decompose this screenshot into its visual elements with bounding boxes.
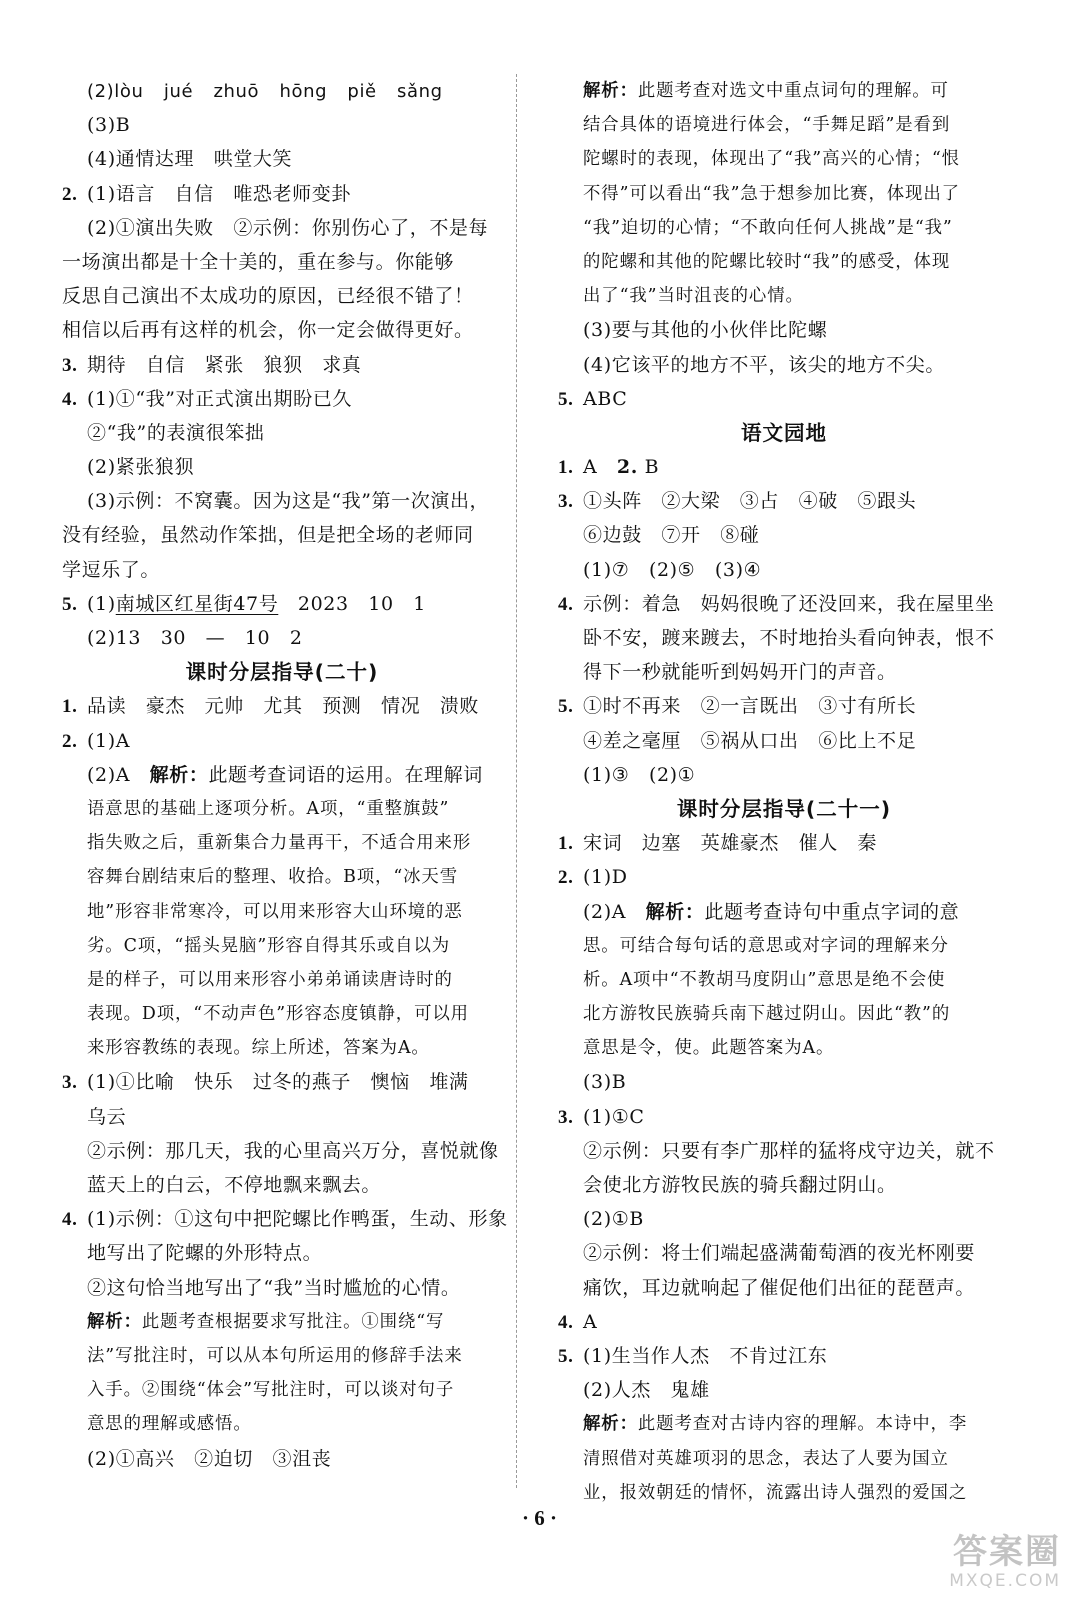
answer-text: 表现。D项，“不动声色”形容态度镇静，可以用 — [87, 1004, 469, 1025]
question-number: 1. — [558, 457, 574, 479]
answer-line — [62, 826, 502, 860]
answer-text: (1)①C — [583, 1105, 645, 1128]
answer-line — [558, 1407, 1010, 1441]
answer-text: (2)人杰 鬼雄 — [583, 1379, 710, 1402]
answer-line — [62, 997, 502, 1031]
answer-text: 学逗乐了。 — [62, 558, 161, 581]
answer-line — [558, 621, 1010, 655]
question-line — [62, 382, 502, 416]
answer-line — [62, 518, 502, 552]
answer-line — [62, 1339, 502, 1373]
answer-line — [558, 1373, 1010, 1407]
answer-text: 结合具体的语境进行体会，“手舞足蹈”是看到 — [583, 115, 951, 136]
answer-text: ①头阵 ②大梁 ③占 ④破 ⑤跟头 — [583, 490, 917, 513]
answer-text: 析。A项中“不教胡马度阴山”意思是绝不会使 — [583, 969, 946, 990]
question-line — [558, 382, 1010, 416]
answer-text: (2)13 30 — 10 2 — [87, 627, 303, 649]
answer-line — [62, 313, 502, 347]
answer-line — [558, 74, 1010, 108]
answer-text: ②示例：只要有李广那样的猛将戍守边关，就不 — [583, 1139, 995, 1162]
answer-line — [62, 792, 502, 826]
answer-text: 地写出了陀螺的外形特点。 — [87, 1242, 323, 1265]
answer-text: 反思自己演出不太成功的原因，已经很不错了！ — [62, 285, 474, 308]
page-number: · 6 · — [521, 1506, 557, 1530]
answer-line — [558, 1031, 1010, 1065]
answer-text: ②示例：那几天，我的心里高兴万分，喜悦就像 — [87, 1139, 499, 1162]
answer-line — [62, 621, 502, 655]
answer-line — [62, 108, 502, 142]
answer-text: (1)A — [87, 729, 131, 752]
question-line — [62, 724, 502, 758]
answer-text: 期待 自信 紧张 狼狈 求真 — [87, 353, 362, 376]
question-line — [558, 484, 1010, 518]
answer-line — [558, 553, 1010, 587]
answer-line — [62, 416, 502, 450]
answer-line — [62, 929, 502, 963]
answer-text: (3)B — [583, 1071, 627, 1094]
question-number: 2. — [62, 183, 78, 205]
answer-text: 劣。C项，“摇头晃脑”形容自得其乐或自以为 — [87, 935, 451, 956]
answer-text: 的陀螺和其他的陀螺比较时“我”的感受，体现 — [583, 251, 951, 272]
answer-line — [558, 279, 1010, 313]
question-number: 4. — [62, 388, 78, 410]
answer-text: (4)通情达理 哄堂大笑 — [87, 148, 293, 171]
answer-line — [558, 313, 1010, 347]
answer-text: 解析：此题考查根据要求写批注。①围绕“写 — [87, 1311, 445, 1332]
analysis-label: 解析： — [149, 763, 209, 786]
answer-line — [558, 1476, 1010, 1510]
answer-text: 意思是令，使。此题答案为A。 — [583, 1038, 835, 1059]
answer-text: (1)①比喻 快乐 过冬的燕子 懊恼 堆满 — [87, 1071, 469, 1094]
question-number: 2. — [558, 867, 574, 889]
answer-text: “我”迫切的心情；“不敢向任何人挑战”是“我” — [583, 217, 953, 238]
answer-line — [558, 1065, 1010, 1099]
answer-text: (1)生当作人杰 不肯过江东 — [583, 1344, 828, 1367]
question-line — [558, 1339, 1010, 1373]
answer-line — [62, 758, 502, 792]
answer-text: 来形容教练的表现。综上所述，答案为A。 — [87, 1038, 430, 1059]
question-number: 4. — [62, 1209, 78, 1231]
column-divider — [516, 74, 517, 1488]
answer-text: ④差之毫厘 ⑤祸从口出 ⑥比上不足 — [583, 729, 917, 752]
address-underline: 南城区红星街47号 — [115, 592, 279, 615]
answer-line — [558, 108, 1010, 142]
answer-text: (2)紧张狼狈 — [87, 456, 195, 479]
answer-line — [62, 1305, 502, 1339]
question-line — [558, 1100, 1010, 1134]
answer-text: 陀螺时的表现，体现出了“我”高兴的心情；“恨 — [583, 149, 960, 170]
left-answer-column — [62, 74, 508, 1476]
answer-text: A 2. B — [583, 456, 660, 479]
answer-text: 没有经验，虽然动作笨拙，但是把全场的老师同 — [62, 524, 474, 547]
question-number: 3. — [558, 1106, 574, 1128]
answer-line — [62, 1236, 502, 1270]
question-line — [558, 860, 1010, 894]
answer-text: 业，报效朝廷的情怀，流露出诗人强烈的爱国之 — [583, 1482, 968, 1503]
answer-line — [558, 1134, 1010, 1168]
answer-line — [62, 553, 502, 587]
question-line — [558, 826, 1010, 860]
answer-line — [558, 177, 1010, 211]
section-heading: 语文园地 — [741, 420, 827, 445]
answer-line — [558, 1442, 1010, 1476]
question-number: 5. — [558, 696, 574, 718]
answer-text: ②这句恰当地写出了“我”当时尴尬的心情。 — [87, 1276, 461, 1299]
answer-line — [558, 211, 1010, 245]
question-line — [558, 1305, 1010, 1339]
answer-text: 是的样子，可以用来形容小弟弟诵读唐诗时的 — [87, 969, 453, 990]
answer-text: (3)示例：不窝囊。因为这是“我”第一次演出， — [87, 490, 490, 513]
answer-text: 不得”可以看出“我”急于想参加比赛，体现出了 — [583, 183, 960, 204]
answer-text: 入手。②围绕“体会”写批注时，可以谈对句子 — [87, 1380, 455, 1401]
answer-text: ⑥边鼓 ⑦开 ⑧碰 — [583, 524, 760, 547]
answer-text: (2)A 解析：此题考查词语的运用。在理解词 — [87, 763, 483, 786]
watermark-url: MXQE.COM — [949, 1571, 1061, 1591]
answer-text: (1)语言 自信 唯恐老师变卦 — [87, 182, 351, 205]
section-heading: 课时分层指导(二十) — [185, 660, 379, 685]
answer-text: ②“我”的表演很笨拙 — [87, 421, 265, 444]
answer-text: 语意思的基础上逐项分析。A项，“重整旗鼓” — [87, 798, 450, 819]
answer-text: (2)①演出失败 ②示例：你别伤心了，不是每 — [87, 216, 489, 239]
question-line — [558, 587, 1010, 621]
answer-text: 思。可结合每句话的意思或对字词的理解来分 — [583, 935, 949, 956]
answer-text: 卧不安，踱来踱去，不时地抬头看向钟表，恨不 — [583, 627, 995, 649]
answer-line — [558, 929, 1010, 963]
question-line — [558, 450, 1010, 484]
question-number: 3. — [558, 491, 574, 513]
answer-text: 乌云 — [87, 1105, 127, 1128]
answer-text: 意思的理解或感悟。 — [87, 1414, 252, 1435]
answer-text: (1)①“我”对正式演出期盼已久 — [87, 387, 352, 410]
answer-line — [62, 245, 502, 279]
answer-text: (2)①B — [583, 1208, 644, 1231]
answer-line — [558, 245, 1010, 279]
answer-text: 品读 豪杰 元帅 尤其 预测 情况 溃败 — [87, 695, 480, 718]
question-line — [62, 177, 502, 211]
answer-text: 地”形容非常寒冷，可以用来形容大山环境的恶 — [87, 901, 463, 922]
question-line — [62, 1065, 502, 1099]
answer-line — [558, 724, 1010, 758]
answer-text: 示例：着急 妈妈很晚了还没回来，我在屋里坐 — [583, 592, 995, 615]
answer-text: (3)要与其他的小伙伴比陀螺 — [583, 319, 828, 342]
right-answer-column — [558, 74, 1010, 1510]
answer-line — [62, 450, 502, 484]
answer-line — [62, 895, 502, 929]
answer-text: (1)南城区红星街47号 2023 10 1 — [87, 592, 426, 615]
answer-line — [62, 1407, 502, 1441]
analysis-label: 解析： — [87, 1311, 142, 1332]
question-line — [62, 348, 502, 382]
answer-line — [62, 74, 502, 108]
question-number: 2. — [62, 730, 78, 752]
analysis-label: 解析： — [583, 81, 638, 101]
question-number: 3. — [62, 354, 78, 376]
analysis-label: 解析： — [583, 1414, 638, 1435]
answer-text: 宋词 边塞 英雄豪杰 催人 秦 — [583, 832, 878, 855]
answer-text: 北方游牧民族骑兵南下越过阴山。因此“教”的 — [583, 1004, 951, 1025]
question-line — [62, 587, 502, 621]
answer-line — [62, 279, 502, 313]
answer-text: ABC — [583, 387, 628, 410]
question-number: 1. — [558, 833, 574, 855]
question-number: 1. — [62, 696, 78, 718]
answer-text: ②示例：将士们端起盛满葡萄酒的夜光杯刚要 — [583, 1242, 976, 1265]
answer-line — [558, 997, 1010, 1031]
answer-line — [62, 142, 502, 176]
answer-text: (3)B — [87, 114, 131, 137]
answer-line — [558, 518, 1010, 552]
question-number: 5. — [558, 388, 574, 410]
answer-line — [62, 1373, 502, 1407]
watermark-text: 答案圈 — [953, 1532, 1061, 1572]
answer-text: 一场演出都是十全十美的，重在参与。你能够 — [62, 250, 455, 273]
answer-text: 容舞台剧结束后的整理、收拾。B项，“冰天雪 — [87, 867, 458, 888]
question-number: 5. — [558, 1345, 574, 1367]
question-number: 5. — [62, 593, 78, 615]
watermark-logo — [861, 1532, 1061, 1592]
answer-line — [62, 1100, 502, 1134]
answer-line — [62, 860, 502, 894]
answer-line — [558, 758, 1010, 792]
answer-text: 解析：此题考查对古诗内容的理解。本诗中，李 — [583, 1414, 968, 1435]
question-number: 4. — [558, 1311, 574, 1333]
answer-line — [558, 655, 1010, 689]
answer-line — [62, 1271, 502, 1305]
answer-text: (2)A 解析：此题考查诗句中重点字词的意 — [583, 900, 960, 923]
question-number: 4. — [558, 593, 574, 615]
answer-text: A — [583, 1310, 598, 1333]
question-number: 3. — [62, 1072, 78, 1094]
answer-line — [62, 1442, 502, 1476]
answer-line — [62, 484, 502, 518]
answer-line — [558, 142, 1010, 176]
answer-text: (2)lòu jué zhuō hōng piě sǎng — [87, 81, 443, 102]
answer-text: 法”写批注时，可以从本句所运用的修辞手法来 — [87, 1345, 463, 1366]
answer-line — [558, 963, 1010, 997]
answer-text: (1)示例：①这句中把陀螺比作鸭蛋，生动、形象 — [87, 1208, 508, 1231]
answer-text: 指失败之后，重新集合力量再干，不适合用来形 — [87, 833, 472, 854]
answer-line — [62, 963, 502, 997]
analysis-label: 解析： — [645, 900, 705, 923]
answer-line — [62, 1168, 502, 1202]
answer-line — [558, 1271, 1010, 1305]
answer-line — [558, 1168, 1010, 1202]
answer-text: 得下一秒就能听到妈妈开门的声音。 — [583, 661, 897, 684]
answer-text: 痛饮，耳边就响起了催促他们出征的琵琶声。 — [583, 1276, 976, 1299]
answer-text: 解析：此题考查对选文中重点词句的理解。可 — [583, 81, 949, 101]
answer-line — [558, 1202, 1010, 1236]
answer-text: (1)⑦ (2)⑤ (3)④ — [583, 558, 762, 581]
answer-text: ①时不再来 ②一言既出 ③寸有所长 — [583, 695, 917, 718]
answer-text: (1)③ (2)① — [583, 763, 696, 786]
answer-text: 清照借对英雄项羽的思念，表达了人要为国立 — [583, 1448, 949, 1469]
question-line — [62, 1202, 508, 1236]
answer-line — [62, 1134, 502, 1168]
section-heading: 课时分层指导(二十一) — [676, 796, 892, 821]
answer-line — [558, 895, 1010, 929]
answer-line — [62, 211, 502, 245]
answer-text: 蓝天上的白云，不停地飘来飘去。 — [87, 1174, 382, 1196]
question-line — [62, 689, 502, 723]
answer-text: (1)D — [583, 866, 628, 889]
answer-text: (2)①高兴 ②迫切 ③沮丧 — [87, 1447, 332, 1470]
answer-line — [558, 1236, 1010, 1270]
question-line — [558, 689, 1010, 723]
answer-line — [62, 1031, 502, 1065]
answer-text: (4)它该平的地方不平，该尖的地方不尖。 — [583, 353, 945, 376]
answer-text: 相信以后再有这样的机会，你一定会做得更好。 — [62, 319, 474, 342]
answer-line — [558, 348, 1010, 382]
answer-text: 会使北方游牧民族的骑兵翻过阴山。 — [583, 1174, 897, 1196]
answer-text: 出了“我”当时沮丧的心情。 — [583, 286, 804, 307]
